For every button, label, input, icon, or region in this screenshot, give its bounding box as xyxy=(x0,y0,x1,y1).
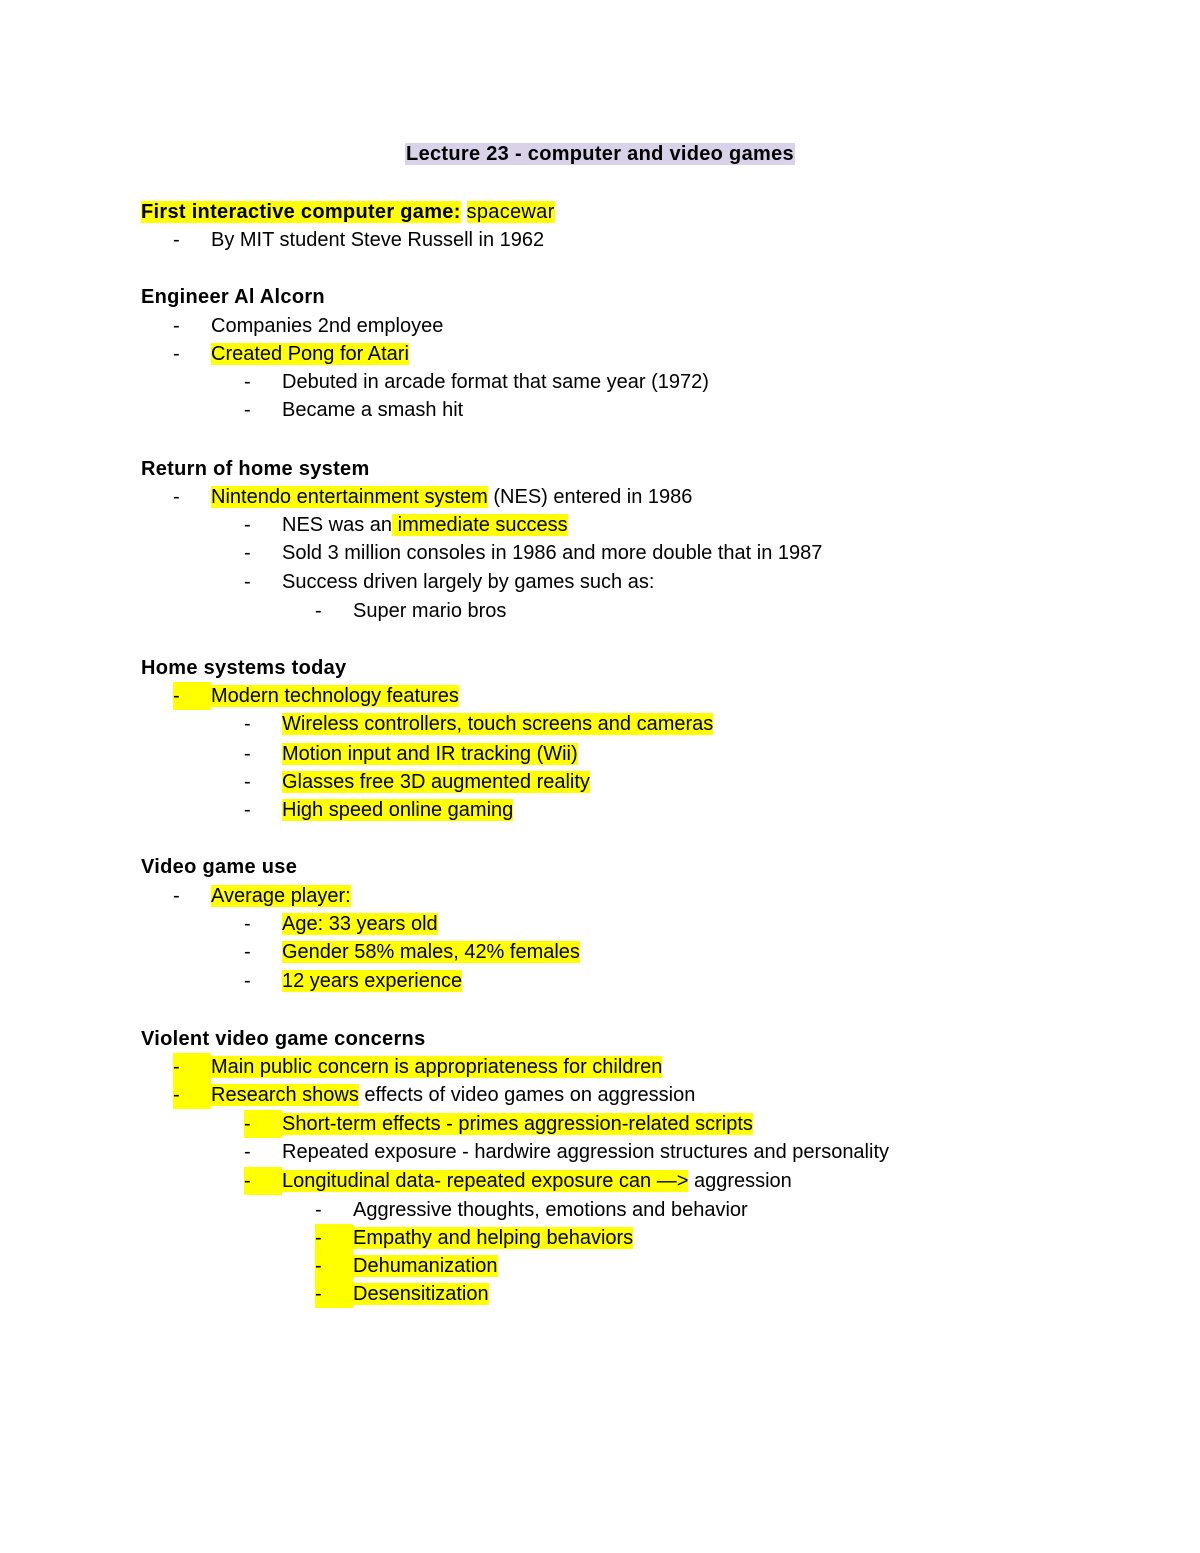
bullet-dash: - xyxy=(315,1280,353,1308)
bullet-dash: - xyxy=(244,913,251,935)
line-text: Aggressive thoughts, emotions and behavior xyxy=(353,1199,748,1221)
bullet-item xyxy=(173,682,459,710)
bullet-item xyxy=(244,938,580,966)
bullet-dash: - xyxy=(244,970,251,992)
line-text-rest: effects of video games on aggression xyxy=(358,1084,696,1106)
line-text: Repeated exposure - hardwire aggression structures and personality xyxy=(282,1141,890,1163)
bullet-item xyxy=(244,1138,889,1166)
bullet-item xyxy=(315,1280,489,1308)
bullet-dash: - xyxy=(244,399,251,421)
line-text-rest: (NES) entered in 1986 xyxy=(487,486,693,508)
bullet-dash: - xyxy=(244,371,251,393)
bullet-dash: - xyxy=(173,1053,211,1081)
bullet-item xyxy=(244,1110,753,1138)
bullet-item xyxy=(315,1196,748,1224)
section-heading xyxy=(141,654,346,682)
bullet-dash: - xyxy=(244,1141,251,1163)
line-text: Violent video game concerns xyxy=(141,1028,426,1050)
bullet-item xyxy=(315,597,506,625)
bullet-item xyxy=(173,312,443,340)
line-text: Home systems today xyxy=(141,657,347,679)
bullet-item xyxy=(244,568,654,596)
bullet-dash: - xyxy=(244,941,251,963)
line-text: Desensitization xyxy=(353,1283,489,1305)
line-text: Main public concern is appropriateness for children xyxy=(211,1056,663,1078)
section-heading xyxy=(141,853,297,881)
bullet-dash: - xyxy=(173,682,211,710)
line-text: NES was an xyxy=(282,514,393,536)
line-text: Average player: xyxy=(211,885,351,907)
line-text: Sold 3 million consoles in 1986 and more double that in 1987 xyxy=(282,542,823,564)
line-text: Engineer Al Alcorn xyxy=(141,286,325,308)
line-text: Age: 33 years old xyxy=(282,913,438,935)
line-text: 12 years experience xyxy=(282,970,463,992)
bullet-item xyxy=(244,396,463,424)
bullet-item xyxy=(244,511,568,539)
bullet-dash: - xyxy=(315,1224,353,1252)
section-heading xyxy=(141,198,555,226)
bullet-dash: - xyxy=(173,885,180,907)
bullet-dash: - xyxy=(244,514,251,536)
bullet-item xyxy=(244,910,438,938)
line-text: Glasses free 3D augmented reality xyxy=(282,771,590,793)
bullet-item xyxy=(173,483,692,511)
line-text-rest: spacewar xyxy=(466,201,555,223)
line-text-rest: aggression xyxy=(688,1170,792,1192)
bullet-dash: - xyxy=(315,1252,353,1280)
bullet-dash: - xyxy=(315,1199,322,1221)
line-text: Nintendo entertainment system xyxy=(211,486,488,508)
line-text: Video game use xyxy=(141,856,298,878)
bullet-dash: - xyxy=(173,315,180,337)
line-text: Modern technology features xyxy=(211,685,459,707)
bullet-item xyxy=(244,740,578,768)
bullet-dash: - xyxy=(244,713,251,735)
page-title: Lecture 23 - computer and video games xyxy=(406,143,794,165)
bullet-item xyxy=(173,340,409,368)
line-text: Longitudinal data- repeated exposure can —> xyxy=(282,1170,689,1192)
line-text: Wireless controllers, touch screens and cameras xyxy=(282,713,714,735)
bullet-item xyxy=(244,368,709,396)
section-heading xyxy=(141,283,325,311)
bullet-item xyxy=(244,539,822,567)
line-text: Super mario bros xyxy=(353,600,507,622)
line-text-rest: immediate success xyxy=(392,514,568,536)
line-text: Return of home system xyxy=(141,458,370,480)
bullet-dash: - xyxy=(315,600,322,622)
bullet-item xyxy=(244,796,513,824)
line-text: Success driven largely by games such as: xyxy=(282,571,655,593)
bullet-item xyxy=(173,882,351,910)
bullet-item xyxy=(173,1053,662,1081)
bullet-dash: - xyxy=(173,1081,211,1109)
bullet-dash: - xyxy=(244,571,251,593)
line-text: Companies 2nd employee xyxy=(211,315,444,337)
bullet-dash: - xyxy=(244,1167,282,1195)
section-heading xyxy=(141,1025,426,1053)
line-text: Created Pong for Atari xyxy=(211,343,409,365)
line-text: Empathy and helping behaviors xyxy=(353,1227,634,1249)
line-text: Debuted in arcade format that same year (1972) xyxy=(282,371,709,393)
bullet-item xyxy=(244,710,713,738)
bullet-dash: - xyxy=(173,486,180,508)
line-text: High speed online gaming xyxy=(282,799,514,821)
bullet-dash: - xyxy=(244,771,251,793)
bullet-dash: - xyxy=(173,229,180,251)
bullet-item xyxy=(244,1167,792,1195)
line-text: Short-term effects - primes aggression-related scripts xyxy=(282,1113,753,1135)
section-heading xyxy=(141,455,370,483)
bullet-dash: - xyxy=(244,799,251,821)
bullet-item xyxy=(244,768,590,796)
bullet-item xyxy=(173,1081,695,1109)
bullet-item xyxy=(244,967,462,995)
bullet-dash: - xyxy=(244,743,251,765)
line-text: By MIT student Steve Russell in 1962 xyxy=(211,229,545,251)
bullet-item xyxy=(315,1224,633,1252)
bullet-item xyxy=(315,1252,498,1280)
line-text: Gender 58% males, 42% females xyxy=(282,941,580,963)
line-text: Motion input and IR tracking (Wii) xyxy=(282,743,578,765)
line-text: Dehumanization xyxy=(353,1255,498,1277)
bullet-item xyxy=(173,226,544,254)
line-text: Became a smash hit xyxy=(282,399,464,421)
line-text: Research shows xyxy=(211,1084,359,1106)
bullet-dash: - xyxy=(173,343,180,365)
bullet-dash: - xyxy=(244,542,251,564)
line-text: First interactive computer game: xyxy=(141,201,461,223)
bullet-dash: - xyxy=(244,1110,282,1138)
